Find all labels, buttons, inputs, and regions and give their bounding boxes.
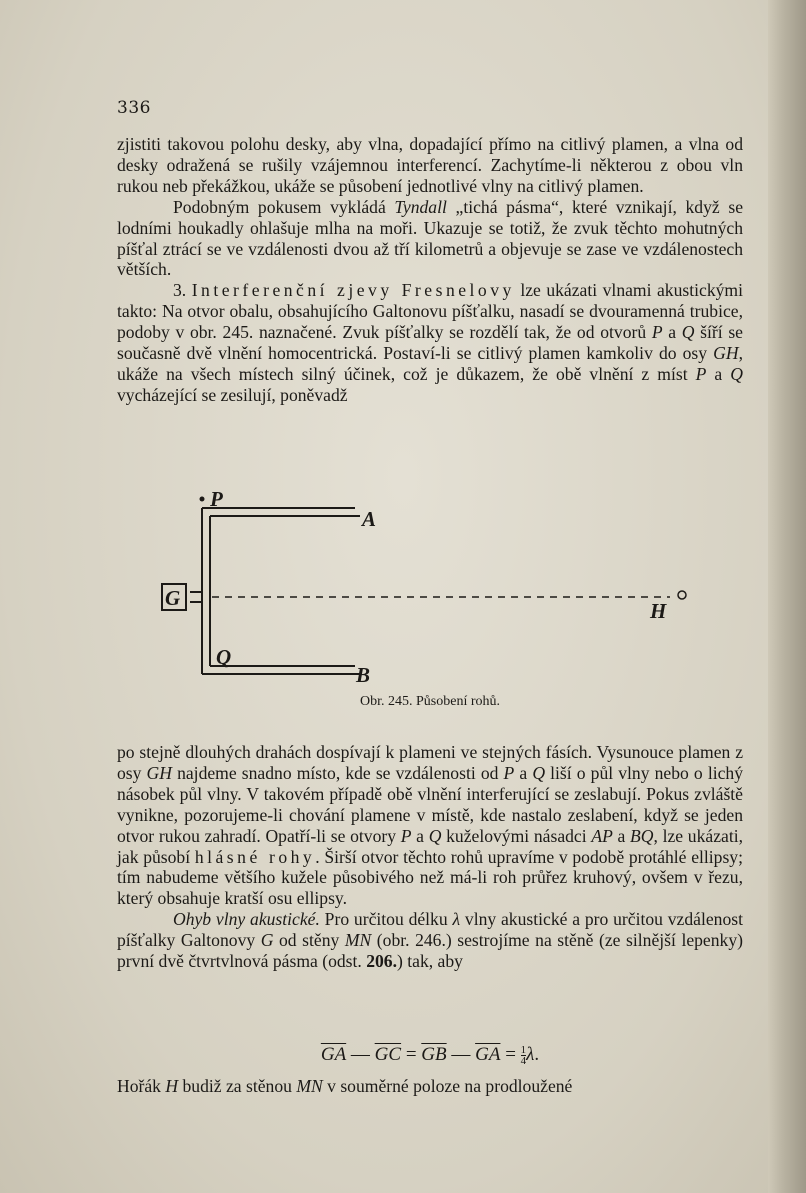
figure-caption: Obr. 245. Působení rohů.	[360, 694, 500, 709]
text-block-bottom	[117, 742, 743, 972]
paragraph-3: 3. Interferenční zjevy Fresnelovy lze ukázati vlnami akustickými takto: Na otvor obalu, obsahujícího Galtonovu píšťalku, nasadí se dvouramenná trubice, podoby v obr. 245. naznačené. Zvuk píšťalky se rozdělí tak, že od otvorů P a Q šíří se současně dvě vlnění homocentrická. Postaví-li se citlivý plamen kamkoliv do osy GH, ukáže na všech místech silný účinek, což je důkazem, že obě vlnění z míst P a Q vycházející se zesilují, poněvadž	[117, 280, 744, 405]
flame-marker-icon	[678, 591, 686, 599]
paragraph-1: zjistiti takovou polohu desky, aby vlna, dopadající přímo na citlivý plamen, a vlna od desky odražená se rušily vzájemnou interferencí. Zachytíme-li některou z obou vln rukou neb překážkou, ukáže se působení jednotlivé vlny na citlivý plamen.	[117, 134, 743, 196]
text-block-top	[117, 134, 743, 406]
label-H: H	[650, 599, 667, 623]
label-Q: Q	[216, 645, 232, 669]
figure-diagram	[150, 484, 710, 687]
fraction: $\frac{1}{4}$	[520, 1044, 527, 1068]
page-number: 336	[117, 98, 151, 118]
label-G: G	[165, 586, 181, 610]
paragraph-2: Podobným pokusem vykládá Tyndall „tichá pásma“, které vznikají, když se lodními houkadly ohlašuje mlha na moři. Ukazuje se totiž, že zvuk těchto mohutných píšťal ztrácí se ve vzdálenosti dvou až tří kilometrů a objevuje se zase ve vzdálenostech větších.	[117, 196, 744, 280]
paragraph-4: po stejně dlouhých drahách dospívají k plameni ve stejných fásích. Vysunouce plamen z osy GH najdeme snadno místo, kde se vzdálenosti od P a Q liší o půl vlny nebo o lichý násobek půl vlny. V takovém případě obě vlnění interferující se zeslabují. Pokus zvláště vynikne, pozorujeme-li chování plamene v místě, kde nastalo zeslabení, když se jeden otvor rukou zahradí. Opatří-li se otvory P a Q kuželovými násadci AP a BQ, lze ukázati, jak působí hlásné rohy. Širší otvor těchto rohů upravíme v podobě protáhlé ellipsy; tím nabudeme většího kužele působivého než má-li roh průřez kruhový, ovšem v řezu, který obsahuje kratší osu ellipsy.	[117, 742, 744, 909]
point-P-dot	[200, 497, 205, 502]
page-edge-shadow	[768, 0, 806, 1193]
formula: $\overline{GA}$ — $\overline{GC} = \overline{GB}$ — $\overline{GA}$ = $\frac{1}{4}$ λ.	[320, 1044, 540, 1068]
last-line: Hořák H budiž za stěnou MN v souměrné poloze na prodloužené	[117, 1076, 573, 1096]
label-P: P	[210, 487, 223, 511]
spaced-heading: Interferenční zjevy Fresnelovy	[191, 280, 515, 301]
paragraph-5: Ohyb vlny akustické. Pro určitou délku λ vlny akustické a pro určitou vzdálenost píšťalky Galtonovy G od stěny MN (obr. 246.) sestrojíme na stěně (ze silnější lepenky) první dvě čtvrtvlnová pásma (odst. 206.) tak, aby	[117, 909, 743, 972]
label-B: B	[356, 663, 371, 687]
figure-245	[150, 484, 710, 687]
section-title: Ohyb vlny akustické.	[173, 909, 320, 930]
label-A: A	[362, 507, 377, 531]
